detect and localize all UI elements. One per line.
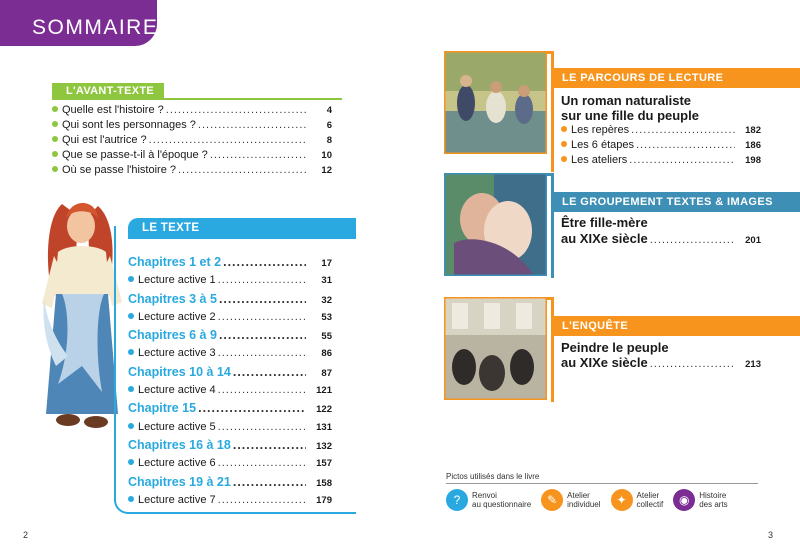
- picto-label-line1: Renvoi: [472, 491, 497, 500]
- avant-texte-item: [52, 148, 332, 163]
- leader-dots: [233, 473, 306, 491]
- lecture-active-entry: [128, 418, 332, 436]
- parcours-list: [561, 123, 761, 168]
- entry-label: Qui sont les personnages ?: [62, 119, 196, 131]
- leader-dots: [636, 138, 735, 153]
- chapter-entry: [128, 473, 332, 491]
- lecture-active-entry: [128, 271, 332, 289]
- picto-label: [567, 491, 600, 509]
- chapter-entry: [128, 363, 332, 381]
- avant-texte-heading: L'AVANT-TEXTE: [52, 83, 164, 100]
- page-ref: 121: [316, 385, 332, 397]
- entry-label: Chapitres 19 à 21: [128, 474, 231, 489]
- page-ref: 17: [321, 258, 332, 269]
- leader-dots: [218, 344, 306, 362]
- entry-label: Les repères: [571, 124, 630, 136]
- bullet-icon: [52, 136, 58, 142]
- group-workshop-icon: ✦: [611, 489, 633, 511]
- entry-label: Lecture active 1: [138, 274, 216, 287]
- girl-illustration: [38, 196, 126, 436]
- leader-dots: [198, 399, 306, 417]
- lecture-active-entry: [128, 491, 332, 509]
- entry-label: Lecture active 5: [138, 420, 216, 433]
- page-ref: 8: [326, 135, 332, 146]
- picto-legend-item: [541, 489, 600, 511]
- picto-label-line1: Atelier: [567, 491, 590, 500]
- leader-dots: [629, 153, 735, 168]
- leader-dots: [223, 253, 306, 271]
- entry-label: Chapitres 6 à 9: [128, 328, 217, 343]
- lecture-active-entry: [128, 454, 332, 472]
- bullet-icon: [128, 276, 134, 282]
- leader-dots: [219, 326, 306, 344]
- entry-label: Lecture active 6: [138, 457, 216, 470]
- picto-legend-item: [673, 489, 727, 511]
- lecture-active-entry: [128, 308, 332, 326]
- bullet-icon: [561, 141, 567, 147]
- leader-dots: [219, 290, 306, 308]
- leader-dots: [210, 148, 306, 163]
- leader-dots: [218, 454, 306, 472]
- bullet-icon: [128, 496, 134, 502]
- groupement-entry: au XIXe siècle ..... 201: [561, 231, 761, 246]
- entry-label: Les ateliers: [571, 154, 628, 166]
- questionnaire-icon: ?: [446, 489, 468, 511]
- entry-label: Chapitres 16 à 18: [128, 437, 231, 452]
- page-ref: 55: [321, 331, 332, 343]
- picto-legend-item: [446, 489, 531, 511]
- bullet-icon: [128, 459, 134, 465]
- enquete-frame: [546, 297, 554, 402]
- page-ref: 158: [316, 477, 332, 489]
- individual-workshop-icon: ✎: [541, 489, 563, 511]
- enquete-entry: au XIXe siècle ..... 213: [561, 355, 761, 370]
- enquete-title-1: Peindre le peuple: [561, 340, 669, 355]
- bullet-icon: [52, 106, 58, 112]
- parcours-item: [561, 153, 761, 168]
- chapter-entry: [128, 326, 332, 344]
- chapter-entry: [128, 290, 332, 308]
- bullet-icon: [128, 313, 134, 319]
- parcours-item: [561, 138, 761, 153]
- page-ref: 131: [316, 421, 332, 433]
- entry-label: Lecture active 2: [138, 310, 216, 323]
- page-ref: 182: [745, 125, 761, 136]
- picto-label: [699, 491, 727, 509]
- leader-dots: [218, 381, 306, 399]
- art-history-icon: ◉: [673, 489, 695, 511]
- washerwomen-painting: [444, 51, 547, 154]
- picto-label: [472, 491, 531, 509]
- leader-dots: [233, 363, 306, 381]
- leader-dots: [631, 123, 735, 138]
- workshop-painting: [444, 297, 547, 400]
- entry-label: Lecture active 3: [138, 347, 216, 360]
- picto-label: [637, 491, 664, 509]
- bullet-icon: [128, 423, 134, 429]
- picto-label-line2: au questionnaire: [472, 500, 532, 509]
- sommaire-title: SOMMAIRE: [0, 0, 157, 46]
- leader-dots: [178, 163, 306, 178]
- texte-frame-bottom: [128, 512, 356, 514]
- bullet-icon: [561, 126, 567, 132]
- page-ref: 12: [321, 165, 332, 176]
- le-texte-heading: LE TEXTE: [128, 218, 356, 239]
- avant-texte-item: [52, 103, 332, 118]
- chapter-entry: [128, 436, 332, 454]
- bullet-icon: [128, 349, 134, 355]
- entry-label: Chapitres 1 et 2: [128, 255, 222, 269]
- le-texte-list: [128, 253, 332, 509]
- page-ref: 6: [326, 120, 332, 131]
- page-number-left: 2: [23, 530, 29, 540]
- chapter-entry: [128, 399, 332, 417]
- avant-texte-item: [52, 118, 332, 133]
- bullet-icon: [561, 156, 567, 162]
- entry-label: Qui est l'autrice ?: [62, 134, 147, 146]
- entry-label: Chapitre 15: [128, 401, 197, 416]
- picto-label-line2: individuel: [567, 500, 601, 509]
- enquete-heading: L'ENQUÊTE: [552, 316, 800, 336]
- leader-dots: [233, 436, 306, 454]
- entry-label: Où se passe l'histoire ?: [62, 164, 176, 176]
- leader-dots: [218, 271, 306, 289]
- pictos-rule: [446, 483, 758, 484]
- leader-dots: [218, 418, 306, 436]
- leader-dots: [218, 491, 306, 509]
- page-ref: 179: [316, 494, 332, 506]
- avant-texte-item: [52, 133, 332, 148]
- parcours-title-2: sur une fille du peuple: [561, 108, 699, 123]
- parcours-heading: LE PARCOURS DE LECTURE: [552, 68, 800, 88]
- picto-label-line1: Atelier: [636, 491, 660, 500]
- entry-label: Lecture active 7: [138, 493, 216, 506]
- pictos-row: [446, 489, 760, 511]
- page-ref: 4: [326, 105, 332, 116]
- page-ref: 32: [321, 294, 332, 306]
- leader-dots: [166, 103, 306, 118]
- page-ref: 132: [316, 440, 332, 452]
- entry-label: Lecture active 4: [138, 384, 216, 397]
- page-ref: 157: [316, 458, 332, 470]
- page-ref: 10: [321, 150, 332, 161]
- lecture-active-entry: [128, 381, 332, 399]
- page-ref: 198: [745, 155, 761, 166]
- parcours-item: [561, 123, 761, 138]
- bullet-icon: [128, 386, 134, 392]
- bullet-icon: [52, 121, 58, 127]
- page-ref: 87: [321, 367, 332, 379]
- picto-label-line2: collectif: [636, 500, 664, 509]
- entry-label: Chapitres 10 à 14: [128, 364, 231, 379]
- avant-texte-rule: [52, 98, 342, 100]
- parcours-title-1: Un roman naturaliste: [561, 93, 692, 108]
- leader-dots: [218, 308, 306, 326]
- mother-child-painting: [444, 173, 547, 276]
- page-ref: 86: [321, 348, 332, 360]
- entry-label: Que se passe-t-il à l'époque ?: [62, 149, 208, 161]
- chapter-entry: [128, 253, 332, 271]
- entry-label: Quelle est l'histoire ?: [62, 104, 164, 116]
- picto-legend-item: [611, 489, 664, 511]
- lecture-active-entry: [128, 344, 332, 362]
- picto-label-line1: Histoire: [699, 491, 727, 500]
- groupement-title-1: Être fille-mère: [561, 215, 648, 230]
- page-ref: 31: [321, 275, 332, 287]
- groupement-frame: [546, 173, 554, 278]
- leader-dots: [149, 133, 306, 148]
- leader-dots: [198, 118, 306, 133]
- picto-label-line2: des arts: [699, 500, 728, 509]
- page-ref: 122: [316, 404, 332, 416]
- bullet-icon: [52, 151, 58, 157]
- avant-texte-item: [52, 163, 332, 178]
- groupement-heading: LE GROUPEMENT TEXTES & IMAGES: [552, 192, 800, 212]
- page-ref: 186: [745, 140, 761, 151]
- entry-label: Les 6 étapes: [571, 139, 634, 151]
- avant-texte-list: [52, 103, 332, 178]
- page-ref: 53: [321, 311, 332, 323]
- bullet-icon: [52, 166, 58, 172]
- entry-label: Chapitres 3 à 5: [128, 291, 217, 306]
- page-number-right: 3: [768, 530, 774, 540]
- pictos-title: Pictos utilisés dans le livre: [446, 472, 540, 481]
